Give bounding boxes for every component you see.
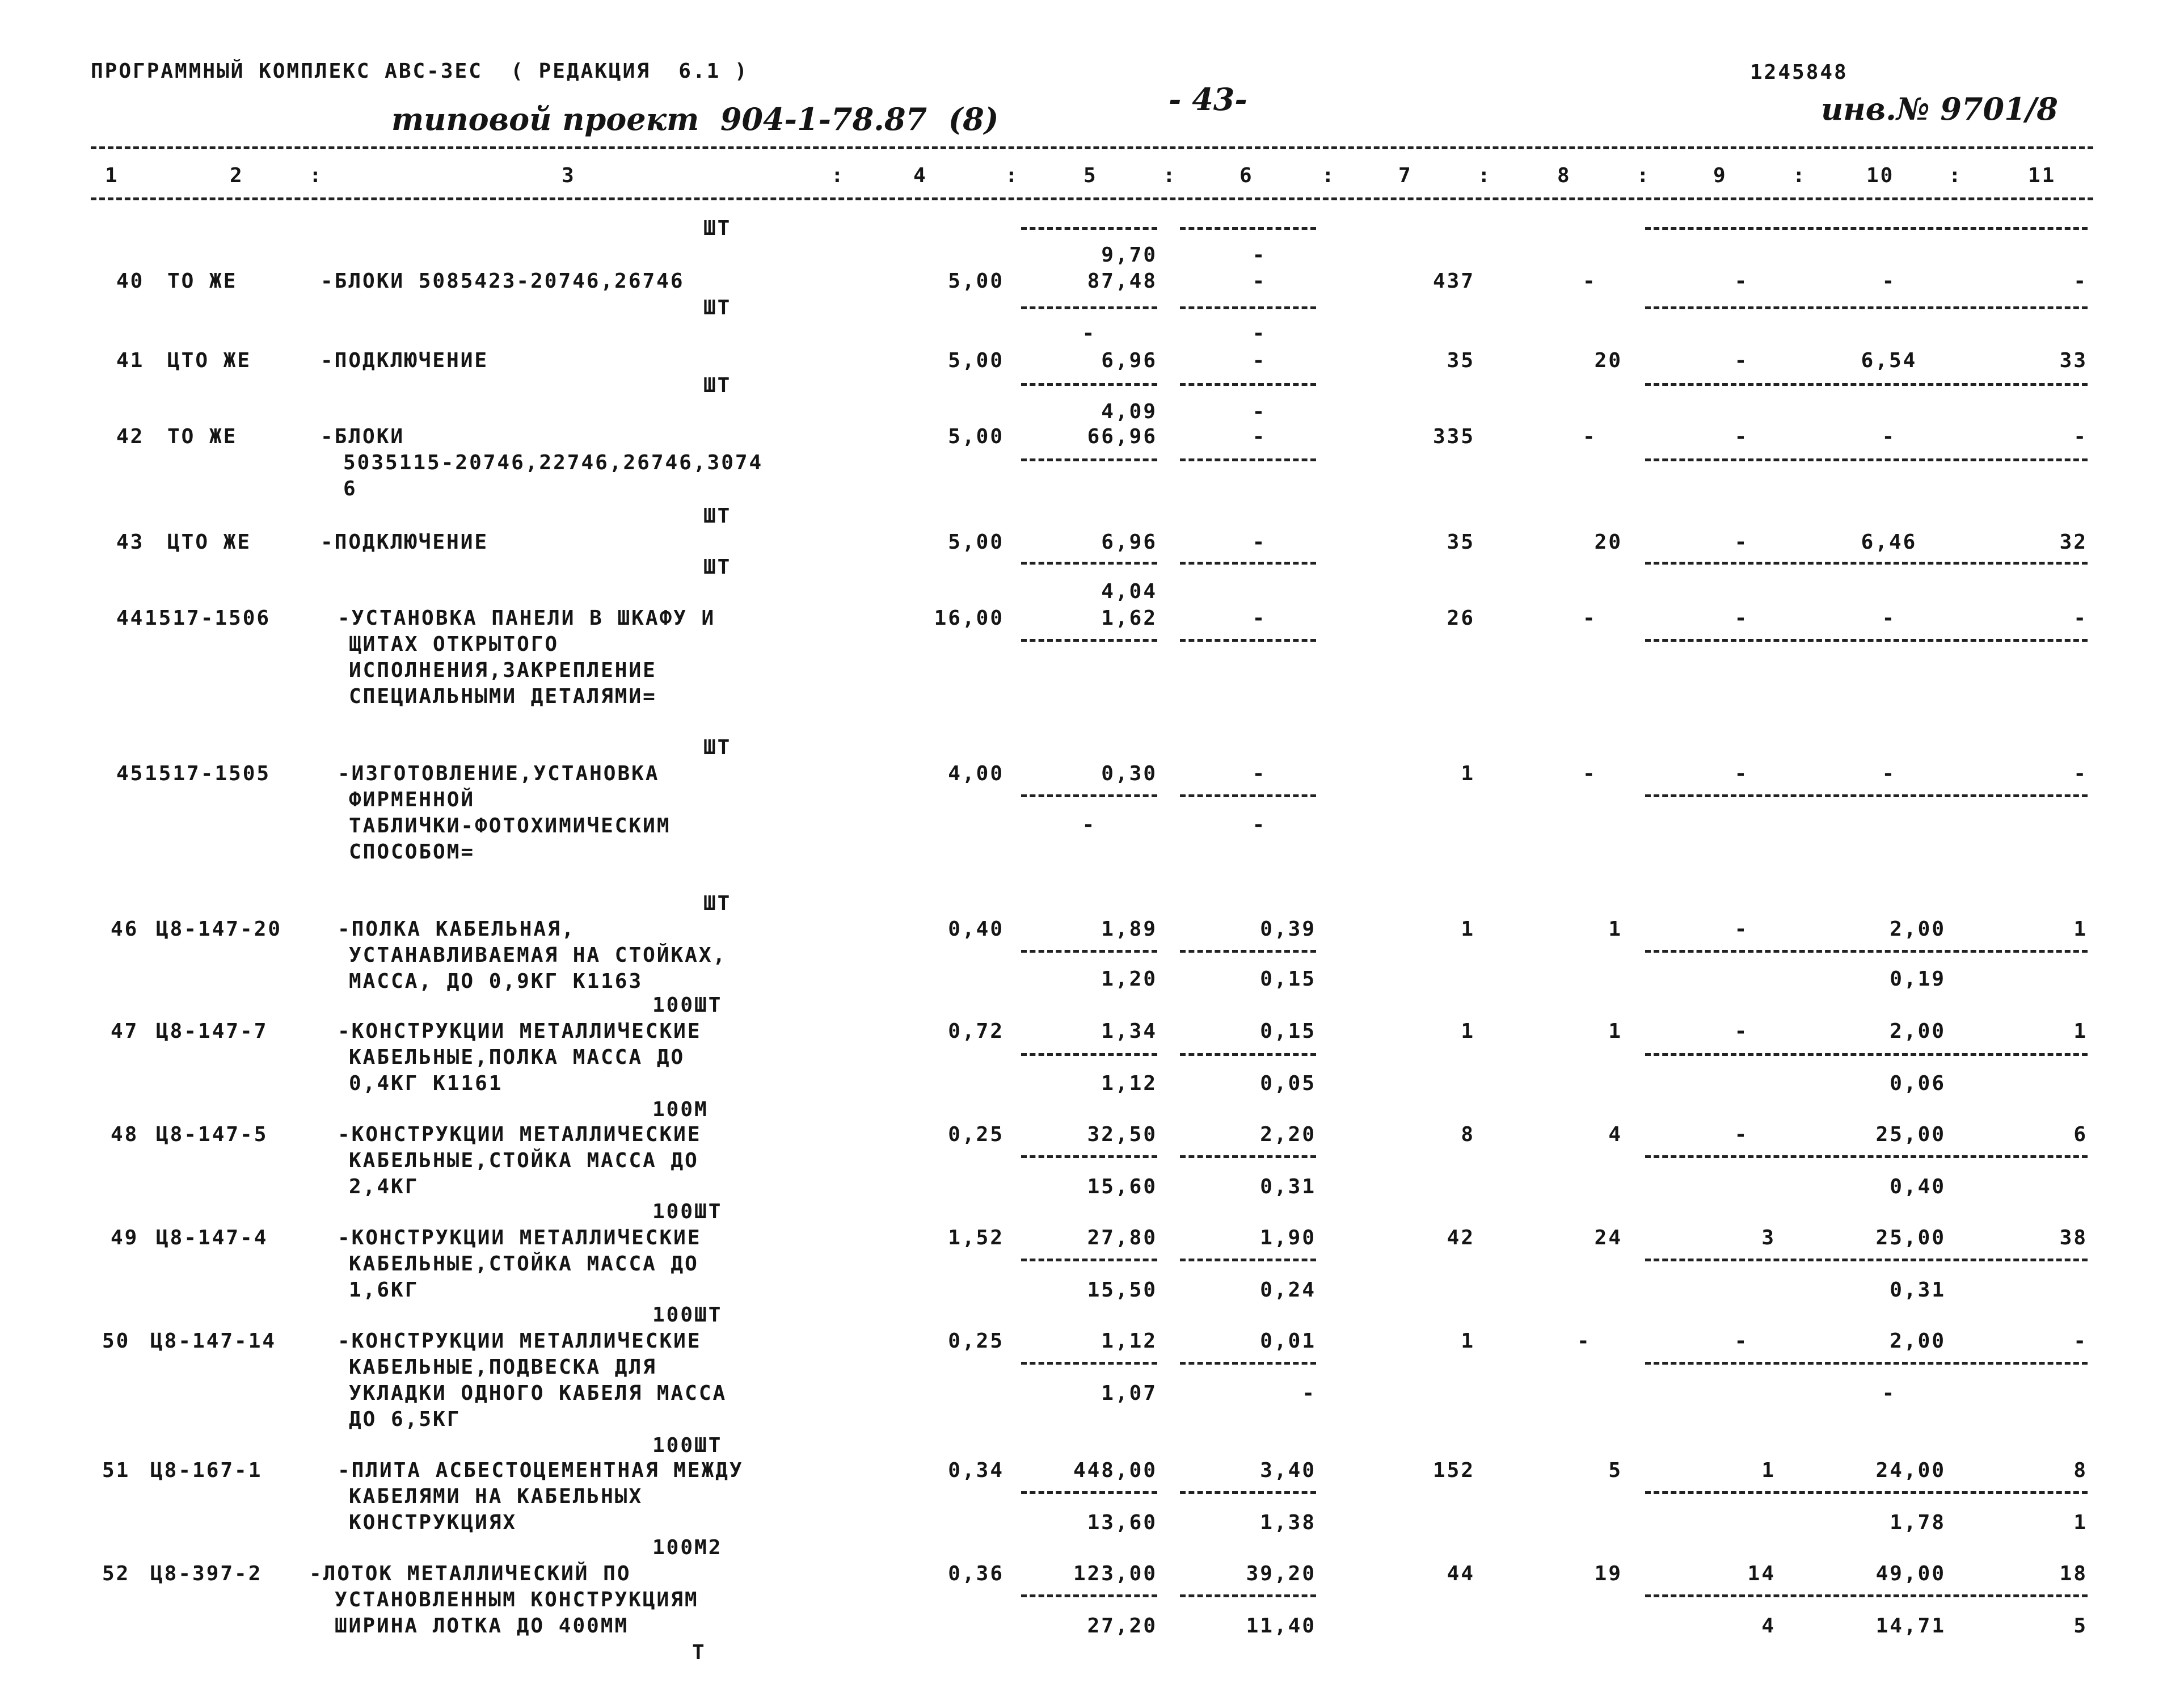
cell-divider [1645,383,2088,386]
cell-4: 0,25 [948,1329,1004,1353]
cell-7: 8 [1461,1123,1475,1146]
cell-7: 44 [1447,1562,1475,1585]
cell-divider [1645,562,2088,565]
col-7: 7 [1398,164,1413,187]
cell-5: 1,62 [1101,607,1157,630]
row-number: 50 [102,1329,130,1353]
row-description-line: 5035115-20746,22746,26746,3074 [343,451,764,474]
cell-divider [1645,227,2088,230]
cell-6b: 11,40 [1246,1614,1316,1638]
cell-6b: 0,24 [1260,1278,1316,1302]
cell-divider [1021,1259,1157,1261]
row-code: ЦТО ЖЕ [167,349,252,372]
cell-5b: 15,60 [1087,1175,1157,1198]
unit-label: 100ШТ [652,994,723,1017]
cell-divider [1021,383,1157,386]
page-number: - 43- [1169,81,1247,117]
col-4: 4 [913,164,927,187]
row-description-line: КАБЕЛЬНЫЕ,ПОДВЕСКА ДЛЯ [349,1356,657,1379]
program-title: ПРОГРАММНЫЙ КОМПЛЕКС АВС-3ЕС ( РЕДАКЦИЯ 6.1 ) [91,60,749,83]
cell-divider [1645,950,2088,953]
row-description: -ЛОТОК МЕТАЛЛИЧЕСКИЙ ПО [309,1562,631,1585]
cell-5b: 27,20 [1087,1614,1157,1638]
cell-11: - [2073,607,2088,630]
cell-6: - [1252,270,1267,293]
cell-6: - [1252,425,1267,448]
row-code: Ц8-147-14 [150,1329,277,1353]
cell-6: - [1252,607,1267,630]
cell-4: 16,00 [934,607,1004,630]
cell-5: 1,12 [1101,1329,1157,1353]
cell-5: 0,30 [1101,762,1157,785]
unit-label: 100М [652,1098,709,1121]
cell-10: 2,00 [1890,1020,1946,1043]
row-number: 52 [102,1562,130,1585]
cell-8: - [1577,1329,1591,1353]
row-number: 49 [111,1226,139,1249]
col-sep: : [1637,164,1651,187]
row-description: -ПОДКЛЮЧЕНИЕ [321,349,489,372]
cell-8: 5 [1608,1459,1622,1482]
row-code: Ц8-147-4 [156,1226,268,1249]
cell-4: 5,00 [948,531,1004,554]
cell-4: 0,34 [948,1459,1004,1482]
row-description-line: 6 [343,477,357,500]
cell-8: - [1583,607,1597,630]
cell-6b: 0,31 [1260,1175,1316,1198]
cell-8: 24 [1594,1226,1622,1249]
cell-5: 6,96 [1101,349,1157,372]
cell-divider [1021,562,1157,565]
cell-4: 0,40 [948,918,1004,941]
cell-6: 1,90 [1260,1226,1316,1249]
row-number: 51 [102,1459,130,1482]
cell-5b: 15,50 [1087,1278,1157,1302]
unit-label: ШТ [703,504,732,528]
cell-9: - [1734,1329,1749,1353]
col-1: 1 [105,164,119,187]
cell-divider [1645,1259,2088,1261]
cell-8: 1 [1608,1020,1622,1043]
row-description-line: КАБЕЛЯМИ НА КАБЕЛЬНЫХ [349,1485,643,1508]
cell-10: - [1882,762,1896,785]
cell-9: - [1734,425,1749,448]
cell-divider [1645,306,2088,309]
row-description-line: 1,6КГ [349,1278,419,1302]
row-description-line: ТАБЛИЧКИ-ФОТОХИМИЧЕСКИМ [349,814,671,838]
cell-5: 32,50 [1087,1123,1157,1146]
cell-6: 0,39 [1260,918,1316,941]
cell-6b: 1,38 [1260,1511,1316,1534]
cell-11: 6 [2073,1123,2088,1146]
col-sep: : [1793,164,1807,187]
row-description-line: 2,4КГ [349,1175,419,1198]
row-description-line: КОНСТРУКЦИЯХ [349,1511,517,1534]
row-number: 44 [116,607,145,630]
row-description: -БЛОКИ [321,425,405,448]
cell-5b: 1,07 [1101,1382,1157,1405]
cell-9: - [1734,531,1749,554]
cell-divider [1180,794,1316,797]
cell-7: 1 [1461,1020,1475,1043]
cell-5b: 1,12 [1101,1072,1157,1095]
cell-9: - [1734,918,1749,941]
row-description-line: ШИРИНА ЛОТКА ДО 400ММ [335,1614,629,1638]
cell-5: 1,89 [1101,918,1157,941]
cell-divider [1021,1362,1157,1365]
cell-7: 1 [1461,1329,1475,1353]
cell-5b: 1,20 [1101,967,1157,991]
col-sep: : [1478,164,1492,187]
cell-divider [1645,639,2088,642]
cell-4: 4,00 [948,762,1004,785]
cell-6: - [1252,762,1267,785]
cell-7: 1 [1461,918,1475,941]
cell-10: 25,00 [1875,1123,1946,1146]
row-description: -ПОДКЛЮЧЕНИЕ [321,531,489,554]
row-description: -БЛОКИ 5085423-20746,26746 [321,270,685,293]
cell-divider [1645,794,2088,797]
cell-11: - [2073,762,2088,785]
cell-divider [1180,1155,1316,1158]
cell-8: - [1583,425,1597,448]
col-5: 5 [1083,164,1098,187]
cell-5b: 4,09 [1101,400,1157,423]
row-code: ТО ЖЕ [167,270,238,293]
unit-label: 100ШТ [652,1303,723,1327]
row-description-line: МАССА, ДО 0,9КГ К1163 [349,970,643,993]
row-code: Ц8-147-20 [156,918,283,941]
row-description-line: ЩИТАХ ОТКРЫТОГО [349,633,559,656]
row-code: Ц8-147-7 [156,1020,268,1043]
inventory-number: инв.№ 9701/8 [1821,91,2058,127]
unit-label: ШТ [703,217,732,240]
cell-11: 33 [2059,349,2088,372]
cell-10: 2,00 [1890,918,1946,941]
cell-7: 35 [1447,349,1475,372]
col-sep: : [1005,164,1019,187]
unit-label: ШТ [703,296,732,319]
cell-10: 49,00 [1875,1562,1946,1585]
cell-9: 1 [1761,1459,1776,1482]
cell-divider [1021,1053,1157,1056]
cell-7: 335 [1432,425,1475,448]
col-sep: : [309,164,323,187]
cell-6b: - [1252,322,1267,345]
cell-8: 4 [1608,1123,1622,1146]
header-rule-bottom [91,197,2093,200]
cell-10b: - [1882,1382,1896,1405]
row-number: 42 [116,425,145,448]
row-description-line: ДО 6,5КГ [349,1408,461,1431]
cell-11: 1 [2073,918,2088,941]
cell-5: 27,80 [1087,1226,1157,1249]
col-2: 2 [230,164,244,187]
cell-8: 20 [1594,531,1622,554]
cell-5b: 13,60 [1087,1511,1157,1534]
col-8: 8 [1557,164,1571,187]
cell-5: 448,00 [1073,1459,1157,1482]
row-description-line: УСТАНОВЛЕННЫМ КОНСТРУКЦИЯМ [335,1588,699,1611]
row-number: 41 [116,349,145,372]
cell-5: 87,48 [1087,270,1157,293]
cell-7: 437 [1432,270,1475,293]
row-number: 47 [111,1020,139,1043]
cell-5: 1,34 [1101,1020,1157,1043]
cell-10: 2,00 [1890,1329,1946,1353]
cell-10b: 0,40 [1890,1175,1946,1198]
cell-5: 6,96 [1101,531,1157,554]
row-description: -ПОЛКА КАБЕЛЬНАЯ, [338,918,576,941]
cell-5: 66,96 [1087,425,1157,448]
unit-label: 100М2 [652,1536,723,1559]
row-description: -КОНСТРУКЦИИ МЕТАЛЛИЧЕСКИЕ [338,1020,702,1043]
cell-6: - [1252,531,1267,554]
cell-9: - [1734,607,1749,630]
cell-4: 1,52 [948,1226,1004,1249]
cell-7: 26 [1447,607,1475,630]
row-code: ЦТО ЖЕ [167,531,252,554]
row-description-line: СПЕЦИАЛЬНЫМИ ДЕТАЛЯМИ= [349,685,657,708]
unit-label: ШТ [703,892,732,915]
cell-11: 32 [2059,531,2088,554]
row-description-line: КАБЕЛЬНЫЕ,СТОЙКА МАССА ДО [349,1252,699,1276]
cell-10b: 0,19 [1890,967,1946,991]
cell-6: 39,20 [1246,1562,1316,1585]
cell-divider [1645,458,2088,461]
cell-7: 152 [1432,1459,1475,1482]
cell-11b: 5 [2073,1614,2088,1638]
cell-10: - [1882,607,1896,630]
cell-divider [1021,458,1157,461]
cell-10: 24,00 [1875,1459,1946,1482]
cell-8: 19 [1594,1562,1622,1585]
cell-divider [1180,950,1316,953]
row-description-line: ФИРМЕННОЙ [349,788,475,811]
cell-divider [1021,306,1157,309]
col-sep: : [1949,164,1963,187]
cell-11: 38 [2059,1226,2088,1249]
row-code: 1517-1505 [145,762,271,785]
col-sep: : [1163,164,1177,187]
cell-6b: - [1252,400,1267,423]
cell-6: 0,01 [1260,1329,1316,1353]
cell-8: 1 [1608,918,1622,941]
row-description-line: 0,4КГ К1161 [349,1072,503,1095]
cell-divider [1180,1362,1316,1365]
cell-divider [1180,1053,1316,1056]
row-description-line: УКЛАДКИ ОДНОГО КАБЕЛЯ МАССА [349,1382,727,1405]
cell-divider [1180,383,1316,386]
row-description-line: КАБЕЛЬНЫЕ,СТОЙКА МАССА ДО [349,1149,699,1172]
col-11: 11 [2028,164,2056,187]
row-code: 1517-1506 [145,607,271,630]
col-10: 10 [1866,164,1895,187]
cell-6: 3,40 [1260,1459,1316,1482]
row-description: -КОНСТРУКЦИИ МЕТАЛЛИЧЕСКИЕ [338,1123,702,1146]
cell-8: 20 [1594,349,1622,372]
row-number: 45 [116,762,145,785]
row-description: -ПЛИТА АСБЕСТОЦЕМЕНТНАЯ МЕЖДУ [338,1459,744,1482]
document-code: 1245848 [1750,61,1848,84]
cell-divider [1021,794,1157,797]
cell-10b: 0,06 [1890,1072,1946,1095]
cell-5b: 4,04 [1101,580,1157,603]
cell-divider [1180,1491,1316,1494]
unit-label: ШТ [703,555,732,579]
row-description-line: ИСПОЛНЕНИЯ,ЗАКРЕПЛЕНИЕ [349,659,657,682]
row-description: -ИЗГОТОВЛЕНИЕ,УСТАНОВКА [338,762,660,785]
cell-11: 18 [2059,1562,2088,1585]
cell-11b: 1 [2073,1511,2088,1534]
cell-4: 5,00 [948,270,1004,293]
cell-divider [1021,1491,1157,1494]
cell-divider [1180,227,1316,230]
row-number: 48 [111,1123,139,1146]
cell-11: - [2073,1329,2088,1353]
cell-10b: 0,31 [1890,1278,1946,1302]
col-6: 6 [1239,164,1254,187]
cell-divider [1021,639,1157,642]
cell-5: 123,00 [1073,1562,1157,1585]
cell-6b: 0,05 [1260,1072,1316,1095]
cell-9: 3 [1761,1226,1776,1249]
unit-label: ШТ [703,736,732,759]
cell-divider [1180,306,1316,309]
cell-4: 0,72 [948,1020,1004,1043]
cell-4: 0,25 [948,1123,1004,1146]
cell-6: 2,20 [1260,1123,1316,1146]
row-description: -УСТАНОВКА ПАНЕЛИ В ШКАФУ И [338,607,716,630]
row-code: Ц8-167-1 [150,1459,263,1482]
cell-6b: 0,15 [1260,967,1316,991]
cell-9: - [1734,270,1749,293]
cell-10: - [1882,270,1896,293]
cell-6b: - [1302,1382,1316,1405]
cell-4: 5,00 [948,349,1004,372]
row-number: 43 [116,531,145,554]
cell-8: - [1583,762,1597,785]
cell-9: - [1734,1123,1749,1146]
row-number: 46 [111,918,139,941]
cell-divider [1645,1053,2088,1056]
cell-divider [1180,639,1316,642]
header-rule-top [91,146,2093,149]
row-description: -КОНСТРУКЦИИ МЕТАЛЛИЧЕСКИЕ [338,1329,702,1353]
cell-10: - [1882,425,1896,448]
row-code: Ц8-397-2 [150,1562,263,1585]
cell-9: - [1734,762,1749,785]
cell-6b: - [1252,243,1267,267]
cell-11: 8 [2073,1459,2088,1482]
cell-8: - [1583,270,1597,293]
row-number: 40 [116,270,145,293]
unit-label: ШТ [703,374,732,397]
cell-10b: 14,71 [1875,1614,1946,1638]
cell-9: - [1734,1020,1749,1043]
cell-divider [1180,562,1316,565]
cell-6: - [1252,349,1267,372]
cell-divider [1021,227,1157,230]
cell-divider [1645,1362,2088,1365]
cell-7: 42 [1447,1226,1475,1249]
cell-divider [1645,1155,2088,1158]
cell-7: 35 [1447,531,1475,554]
cell-4: 5,00 [948,425,1004,448]
cell-divider [1180,1594,1316,1597]
row-description: -КОНСТРУКЦИИ МЕТАЛЛИЧЕСКИЕ [338,1226,702,1249]
col-sep: : [831,164,845,187]
cell-divider [1021,1594,1157,1597]
cell-divider [1645,1594,2088,1597]
cell-11: 1 [2073,1020,2088,1043]
row-code: Ц8-147-5 [156,1123,268,1146]
cell-divider [1645,1491,2088,1494]
cell-5b: 9,70 [1101,243,1157,267]
cell-divider [1180,458,1316,461]
col-sep: : [1322,164,1336,187]
row-description-line: КАБЕЛЬНЫЕ,ПОЛКА МАССА ДО [349,1046,685,1069]
row-description-line: СПОСОБОМ= [349,840,475,864]
unit-label: 100ШТ [652,1200,723,1223]
row-code: ТО ЖЕ [167,425,238,448]
cell-9b: 4 [1761,1614,1776,1638]
cell-10: 6,46 [1861,531,1917,554]
cell-9: 14 [1747,1562,1776,1585]
cell-11: - [2073,425,2088,448]
row-description-line: УСТАНАВЛИВАЕМАЯ НА СТОЙКАХ, [349,944,727,967]
unit-label: Т [692,1641,706,1664]
project-title: типовой проект 904-1-78.87 (8) [391,101,999,137]
unit-label: 100ШТ [652,1434,723,1457]
col-3: 3 [562,164,576,187]
cell-11: - [2073,270,2088,293]
cell-10: 25,00 [1875,1226,1946,1249]
cell-10b: 1,78 [1890,1511,1946,1534]
cell-divider [1021,950,1157,953]
cell-5b: - [1082,813,1097,836]
cell-10: 6,54 [1861,349,1917,372]
cell-6b: - [1252,813,1267,836]
cell-divider [1180,1259,1316,1261]
cell-9: - [1734,349,1749,372]
cell-4: 0,36 [948,1562,1004,1585]
cell-6: 0,15 [1260,1020,1316,1043]
cell-7: 1 [1461,762,1475,785]
cell-5b: - [1082,322,1097,345]
cell-divider [1021,1155,1157,1158]
col-9: 9 [1713,164,1727,187]
